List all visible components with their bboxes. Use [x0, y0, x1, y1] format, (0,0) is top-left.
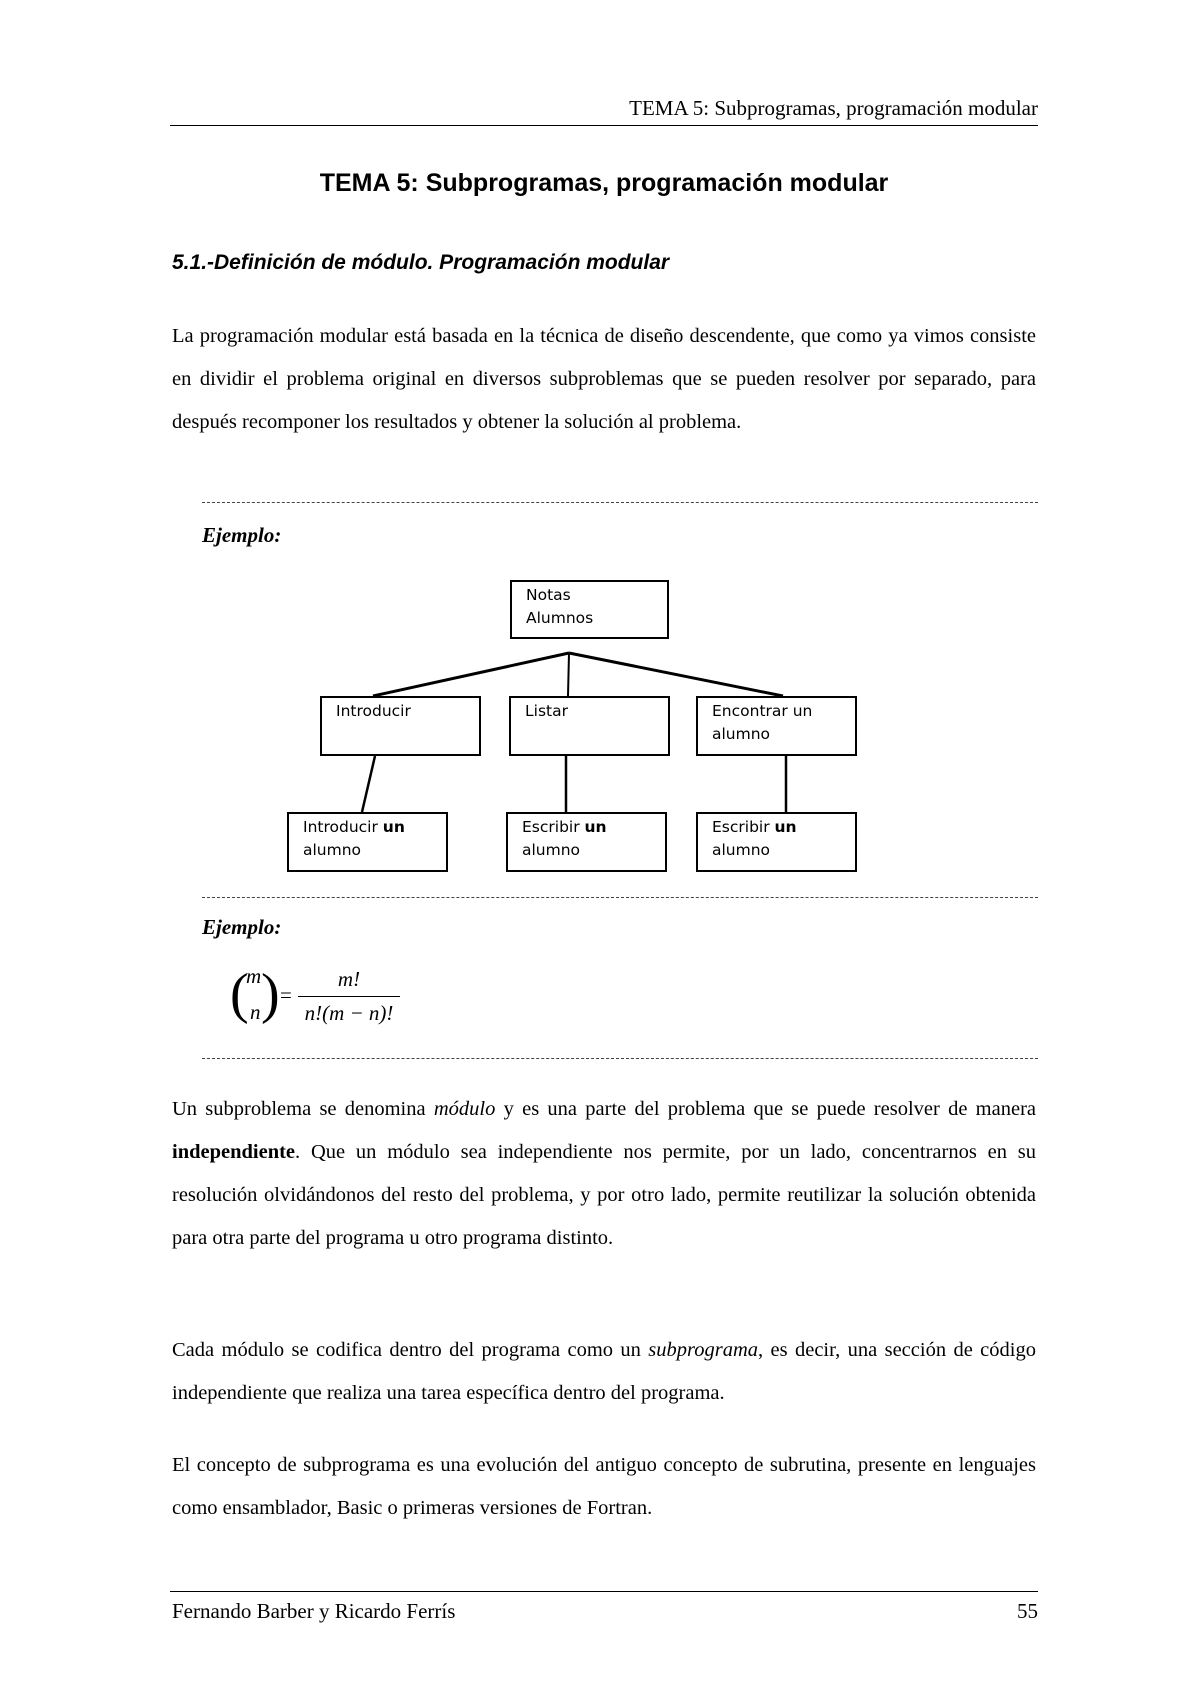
subroutine-paragraph: El concepto de subprograma es una evolución del antiguo concepto de subrutina, presente en lenguajes como ensamblador, Basic o primeras versiones de Fortran. [172, 1454, 1036, 1519]
node-introducir-label: Introducir [336, 702, 411, 720]
running-header: TEMA 5: Subprogramas, programación modular [629, 96, 1038, 120]
formula-fraction-bar [298, 996, 400, 997]
example2-bottom-rule [202, 1058, 1038, 1059]
p2-text-a: Un subproblema se denomina [172, 1098, 434, 1120]
binomial-formula [230, 960, 450, 1032]
node-encontrar-line1: Encontrar un [712, 702, 813, 720]
node-l2a-line2: alumno [303, 841, 362, 859]
node-l2c-line2: alumno [712, 841, 771, 859]
footer-authors: Fernando Barber y Ricardo Ferrís [172, 1599, 456, 1623]
node-listar [509, 696, 670, 756]
document-title: TEMA 5: Subprogramas, programación modular [319, 169, 889, 197]
node-encontrar-line2: alumno [712, 725, 771, 743]
section-heading: 5.1.-Definición de módulo. Programación modular [172, 251, 670, 274]
p3-text-c: , es decir, una sección de código independiente que realiza una tarea específica dentro del programa. [172, 1339, 1036, 1404]
node-escribir-un-alumno-1 [506, 812, 667, 872]
footer-rule [170, 1591, 1038, 1592]
formula-top: m [246, 964, 262, 988]
formula-equals: = [280, 983, 292, 1007]
node-l2b-line2: alumno [522, 841, 581, 859]
node-root-line2: Alumnos [526, 609, 594, 627]
node-introducir [320, 696, 481, 756]
example2-label: Ejemplo: [202, 915, 282, 939]
node-l2c-bold: un [774, 818, 797, 836]
example1-label: Ejemplo: [202, 523, 282, 547]
p2-text-c: y es una parte del problema que se puede resolver de manera [495, 1098, 1036, 1120]
node-root-line1: Notas [526, 586, 571, 604]
node-encontrar-alumno [696, 696, 857, 756]
node-introducir-un-alumno [287, 812, 448, 872]
connector-root-introducir [373, 653, 569, 696]
formula-left-paren: ( [230, 963, 249, 1025]
node-notas-alumnos [510, 580, 669, 639]
node-l2b-pre: Escribir [522, 818, 585, 836]
p2-emphasis-modulo: módulo [433, 1098, 496, 1120]
connector-root-encontrar [569, 653, 783, 696]
formula-bottom: n [250, 1000, 261, 1024]
example1-top-rule [202, 502, 1038, 503]
node-l2c-pre: Escribir [712, 818, 775, 836]
p2-bold-independiente: independiente [172, 1141, 296, 1163]
formula-numerator: m! [337, 967, 361, 991]
formula-denominator: n!(m − n)! [304, 1001, 394, 1025]
p3-text-a: Cada módulo se codifica dentro del programa como un [172, 1339, 649, 1361]
connector-introducir-child [362, 756, 375, 812]
module-paragraph [172, 1088, 1036, 1260]
node-l2b-bold: un [584, 818, 607, 836]
page-number: 55 [1017, 1599, 1038, 1623]
example1-bottom-rule [202, 897, 1038, 898]
subprogram-paragraph [172, 1329, 1036, 1415]
header-rule [170, 125, 1038, 126]
node-escribir-un-alumno-2 [696, 812, 857, 872]
p2-text-e: . Que un módulo sea independiente nos permite, por un lado, concentrarnos en su resolución olvidándonos del resto del problema, y por otro lado, permite reutilizar la solución obtenida para otra parte del programa u otro programa distinto. [172, 1141, 1036, 1249]
node-listar-label: Listar [525, 702, 568, 720]
intro-paragraph: La programación modular está basada en la técnica de diseño descendente, que como ya vimos consiste en dividir el problema original en diversos subproblemas que se pueden resolver por separado, para después recomponer los resultados y obtener la solución al problema. [172, 325, 1036, 433]
module-tree-diagram [280, 575, 880, 875]
p3-emphasis-subprograma: subprograma [648, 1339, 759, 1361]
node-l2a-bold: un [382, 818, 405, 836]
node-l2a-pre: Introducir [303, 818, 383, 836]
connector-root-listar [568, 653, 569, 696]
formula-right-paren: ) [261, 963, 280, 1025]
